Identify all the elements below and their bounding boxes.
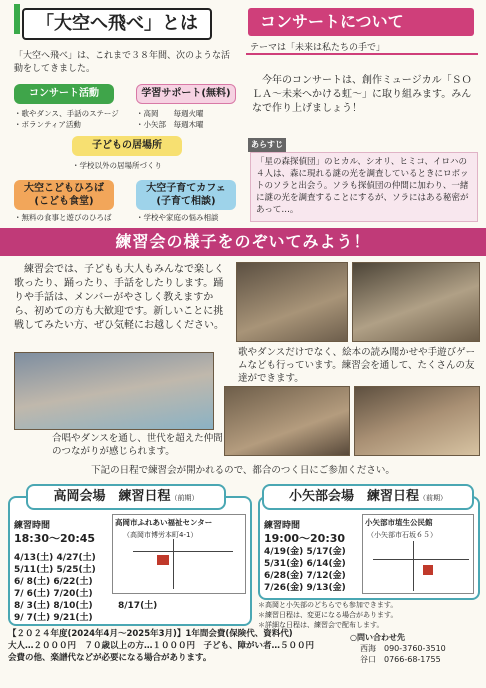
chip-kids: 大空こどもひろば (こども食堂) <box>14 180 114 210</box>
fee-info <box>8 628 344 664</box>
takaoka-dates <box>14 552 114 624</box>
date: 6/28(金) <box>264 571 304 581</box>
takaoka-date-extra: 8/17(土) <box>118 601 158 611</box>
concert-body: 今年のコンサートは、創作ミュージカル「ＳＯＬＡ～未来へかける虹～」に取り組みます。みんなで作り上げましょう！ <box>252 75 472 114</box>
contact-info <box>350 632 476 665</box>
oyabe-dates <box>264 546 368 594</box>
schedule-note: 下記の日程で練習会が開かれるので、都合のつく日にご参加ください。 <box>91 465 395 476</box>
takaoka-title <box>26 484 226 510</box>
chip-cafe: 大空子育てカフェ (子育て相談) <box>136 180 236 210</box>
date: 9/13(金) <box>306 583 346 593</box>
title-accent <box>14 4 20 34</box>
date-row <box>14 552 114 564</box>
date: 9/ 7(土) <box>14 613 51 623</box>
concert-title: コンサートについて <box>248 8 474 36</box>
practice-mid-text: 歌やダンスだけでなく、絵本の読み聞かせや手遊びゲームなども行っています。練習会を通して、たくさんの友達ができます。 <box>238 347 476 384</box>
contact-line2: 谷口 0766-68-1755 <box>360 655 441 664</box>
takaoka-sub: （前期） <box>170 494 199 502</box>
date-row <box>14 576 114 588</box>
practice-banner: 練習会の様子をのぞいてみよう！ <box>0 228 486 256</box>
oyabe-sub: （前期） <box>419 494 447 502</box>
oyabe-title <box>262 484 474 510</box>
theme-underline <box>246 53 478 55</box>
date: 4/13(土) <box>14 553 54 563</box>
date: 8/ 3(土) <box>14 601 51 611</box>
oyabe-venue: 小矢部市埴生公民館 <box>365 518 433 527</box>
map-venue-marker <box>423 565 433 575</box>
map-road <box>133 551 233 552</box>
date: 9/21(土) <box>53 613 93 623</box>
date-row <box>264 546 368 558</box>
fee-line1: 【２０２４年度(2024年4月～2025年3月)】1年間会費(保険代、資料代) <box>8 629 293 639</box>
map-road <box>413 541 414 591</box>
takaoka-address: （高岡市博労本町4-1） <box>123 531 198 539</box>
oyabe-time: 19:00～20:30 <box>264 532 346 545</box>
chip-place-desc: ・学校以外の居場所づくり <box>72 161 162 170</box>
chip-study: 学習サポート(無料) <box>136 84 236 104</box>
date: 5/11(土) <box>14 565 54 575</box>
takaoka-time: 18:30～20:45 <box>14 532 96 545</box>
oyabe-address: （小矢部市石坂６５） <box>367 531 437 539</box>
contact-line1: 西海 090-3760-3510 <box>360 644 446 653</box>
chip-study-desc: ・高岡 毎週火曜 ・小矢部 毎週木曜 <box>136 109 204 129</box>
date: 7/26(金) <box>264 583 304 593</box>
date: 8/10(土) <box>53 601 93 611</box>
concert-theme: テーマは「未来は私たちの手で」 <box>250 43 386 53</box>
photo-reading <box>224 386 350 456</box>
oyabe-title-text: 小矢部会場 練習日程 <box>288 489 419 504</box>
date: 5/31(金) <box>264 559 304 569</box>
photo-group <box>14 352 214 430</box>
date: 5/17(金) <box>306 547 346 557</box>
chip-concert: コンサート活動 <box>14 84 114 104</box>
date-row <box>264 582 368 594</box>
oyabe-time-label: 練習時間 <box>264 521 301 531</box>
date: 4/19(金) <box>264 547 304 557</box>
oyabe-map <box>362 514 474 594</box>
fee-line2: 大人…２０００円 ７０歳以上の方…１０００円 子ども、障がい者…５００円 <box>8 641 315 651</box>
takaoka-venue: 高岡市ふれあい福祉センター <box>115 518 213 527</box>
chip-cafe-desc: ・学校や家庭の悩み相談 <box>136 213 219 222</box>
contact-title: ○問い合わせ先 <box>350 633 405 642</box>
date: 6/ 8(土) <box>14 577 51 587</box>
practice-text: 練習会では、子どもも大人もみんなで楽しく歌ったり、踊ったり、手話をしたりします。踊りや手話は、メンバーがやさしく教えますから、初めての方も大歓迎です。新しいことに挑戦してみたい方、ぜひ気軽にお越しください。 <box>14 264 224 331</box>
date: 7/12(金) <box>306 571 346 581</box>
about-title: 「大空へ飛べ」とは <box>22 8 212 40</box>
date: 7/ 6(土) <box>14 589 51 599</box>
about-intro: 「大空へ飛べ」は、これまで３８年間、次のような活動をしてきました。 <box>14 51 231 74</box>
date-row <box>264 570 368 582</box>
map-road <box>173 539 174 589</box>
date-row <box>14 588 114 600</box>
map-road <box>373 559 469 560</box>
date: 6/14(金) <box>306 559 346 569</box>
takaoka-time-label: 練習時間 <box>14 521 51 531</box>
date-row <box>14 612 114 624</box>
date: 5/25(土) <box>56 565 96 575</box>
date: 7/20(土) <box>53 589 93 599</box>
takaoka-title-text: 高岡会場 練習日程 <box>53 489 171 504</box>
map-venue-marker <box>157 555 169 565</box>
date: 6/22(土) <box>53 577 93 587</box>
chip-place: 子どもの居場所 <box>72 136 182 156</box>
date: 4/27(土) <box>56 553 96 563</box>
fee-line3: 会費の他、楽譜代などが必要になる場合があります。 <box>8 653 212 663</box>
chip-kids-desc: ・無料の食事と遊びのひろば <box>14 213 112 222</box>
synopsis-label: あらすじ <box>248 138 286 152</box>
takaoka-map <box>112 514 246 594</box>
date-row <box>264 558 368 570</box>
date-row <box>14 564 114 576</box>
synopsis: 「星の森探偵団」のヒカル、シオリ、ヒミコ、イロハの４人は、森に現れる謎の光を調査しているときにロボットのソラと出会う。ソラも探偵団の仲間に加わり、一緒に謎の光を調査することにするが、ソラにはある秘密があって…。 <box>250 152 478 222</box>
photo-game <box>354 386 480 456</box>
date-row <box>14 600 114 612</box>
practice-caption: 合唱やダンスを通し、世代を超えた仲間のつながりが感じられます。 <box>52 433 223 457</box>
photo-dance <box>236 262 348 342</box>
photo-sign <box>352 262 480 342</box>
oyabe-notes: ＊高岡と小矢部のどちらでも参加できます。 ＊練習日程は、変更になる場合があります。 ＊詳細な日程は、練習会で配布します。 <box>258 601 398 629</box>
chip-concert-desc: ・歌やダンス、手話のステージ ・ボランティア活動 <box>14 109 119 129</box>
